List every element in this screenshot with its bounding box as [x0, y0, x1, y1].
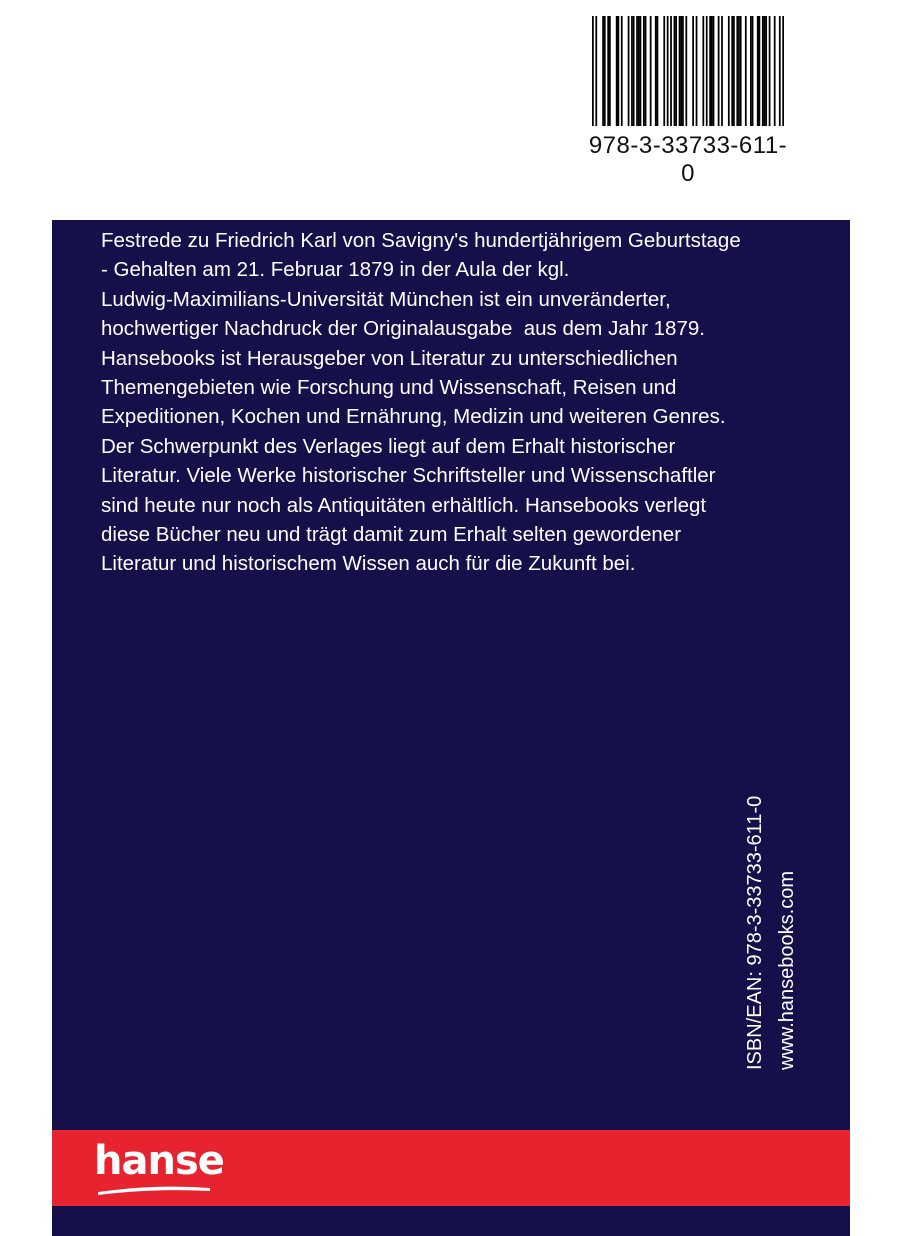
- barcode-bar: [631, 16, 633, 126]
- barcode-bar: [750, 16, 752, 126]
- blurb-line: diese Bücher neu und trägt damit zum Erhalt selten gewordener: [101, 523, 682, 547]
- barcode-bar: [602, 16, 604, 126]
- publisher-band: [52, 1130, 850, 1206]
- barcode-bar: [736, 16, 738, 126]
- barcode: [588, 14, 788, 187]
- blurb-line: Der Schwerpunkt des Verlages liegt auf dem Erhalt historischer: [101, 434, 676, 458]
- blurb-line: - Gehalten am 21. Februar 1879 in der Aula der kgl.: [101, 258, 570, 282]
- barcode-bar: [617, 16, 619, 126]
- barcode-bar: [764, 16, 766, 126]
- barcode-bar: [685, 16, 687, 126]
- barcode-bar: [752, 16, 754, 126]
- barcode-bar: [679, 16, 681, 126]
- blurb-line: Hansebooks ist Herausgeber von Literatur zu unterschiedlichen: [101, 346, 678, 370]
- website-text: www.hansebooks.com: [776, 871, 798, 1070]
- barcode-bar: [592, 16, 594, 126]
- barcode-bar: [738, 16, 740, 126]
- barcode-bar: [718, 16, 720, 126]
- barcode-bar: [636, 16, 638, 126]
- barcode-bar: [680, 16, 682, 126]
- barcode-bar: [774, 16, 776, 126]
- barcode-bar: [638, 16, 640, 126]
- blurb-line: Literatur und historischem Wissen auch für die Zukunft bei.: [101, 552, 636, 576]
- blurb-line: Literatur. Viele Werke historischer Schriftsteller und Wissenschaftler: [101, 464, 716, 488]
- barcode-number: 978-3-33733-611-0: [588, 132, 788, 187]
- barcode-bar: [657, 16, 659, 126]
- barcode-bar: [733, 16, 735, 126]
- barcode-bar: [779, 16, 781, 126]
- barcode-bar: [728, 16, 730, 126]
- back-cover: [52, 220, 850, 1236]
- barcode-bar: [670, 16, 672, 126]
- barcode-bar: [674, 16, 676, 126]
- barcode-bar: [595, 16, 597, 126]
- barcode-bar: [633, 16, 635, 126]
- barcode-bar: [643, 16, 645, 126]
- barcode-bar: [604, 16, 606, 126]
- blurb-text: [101, 226, 841, 579]
- barcode-bar: [650, 16, 652, 126]
- barcode-bar: [745, 16, 747, 126]
- spine-info: [744, 760, 806, 1070]
- barcode-bar: [645, 16, 647, 126]
- barcode-bar: [759, 16, 761, 126]
- blurb-line: Ludwig-Maximilians-Universität München ist ein unveränderter,: [101, 287, 671, 311]
- barcode-bar: [711, 16, 713, 126]
- barcode-bar: [709, 16, 711, 126]
- barcode-bar: [769, 16, 771, 126]
- barcode-bar: [762, 16, 764, 126]
- barcode-bar: [667, 16, 669, 126]
- barcode-bar: [640, 16, 642, 126]
- barcode-bar: [740, 16, 742, 126]
- blurb-line: Festrede zu Friedrich Karl von Savigny's hundertjährigem Geburtstage: [101, 229, 741, 252]
- barcode-bar: [702, 16, 704, 126]
- barcode-bar: [628, 16, 630, 126]
- blurb-line: Expeditionen, Kochen und Ernährung, Medizin und weiteren Genres.: [101, 405, 726, 429]
- barcode-bar: [675, 16, 677, 126]
- logo-swoosh: [96, 1182, 212, 1196]
- barcode-bars: [592, 16, 784, 126]
- barcode-bar: [607, 16, 609, 126]
- barcode-bar: [706, 16, 708, 126]
- blurb-line: hochwertiger Nachdruck der Originalausgabe aus dem Jahr 1879.: [101, 317, 705, 341]
- blurb-line: Themengebieten wie Forschung und Wissenschaft, Reisen und: [101, 376, 677, 400]
- barcode-bar: [621, 16, 623, 126]
- barcode-bar: [696, 16, 698, 126]
- barcode-bar: [655, 16, 657, 126]
- barcode-bar: [731, 16, 733, 126]
- barcode-bar: [782, 16, 784, 126]
- barcode-bar: [757, 16, 759, 126]
- barcode-bar: [609, 16, 611, 126]
- barcode-bar: [765, 16, 767, 126]
- barcode-bar: [713, 16, 715, 126]
- hanse-logo: [94, 1138, 224, 1196]
- isbn-text: ISBN/EAN: 978-3-33733-611-0: [744, 795, 766, 1070]
- logo-text: hanse: [94, 1138, 224, 1184]
- barcode-bar: [692, 16, 694, 126]
- barcode-bar: [616, 16, 618, 126]
- barcode-bar: [682, 16, 684, 126]
- barcode-bar: [721, 16, 723, 126]
- barcode-bar: [663, 16, 665, 126]
- blurb-line: sind heute nur noch als Antiquitäten erhältlich. Hansebooks verlegt: [101, 493, 707, 517]
